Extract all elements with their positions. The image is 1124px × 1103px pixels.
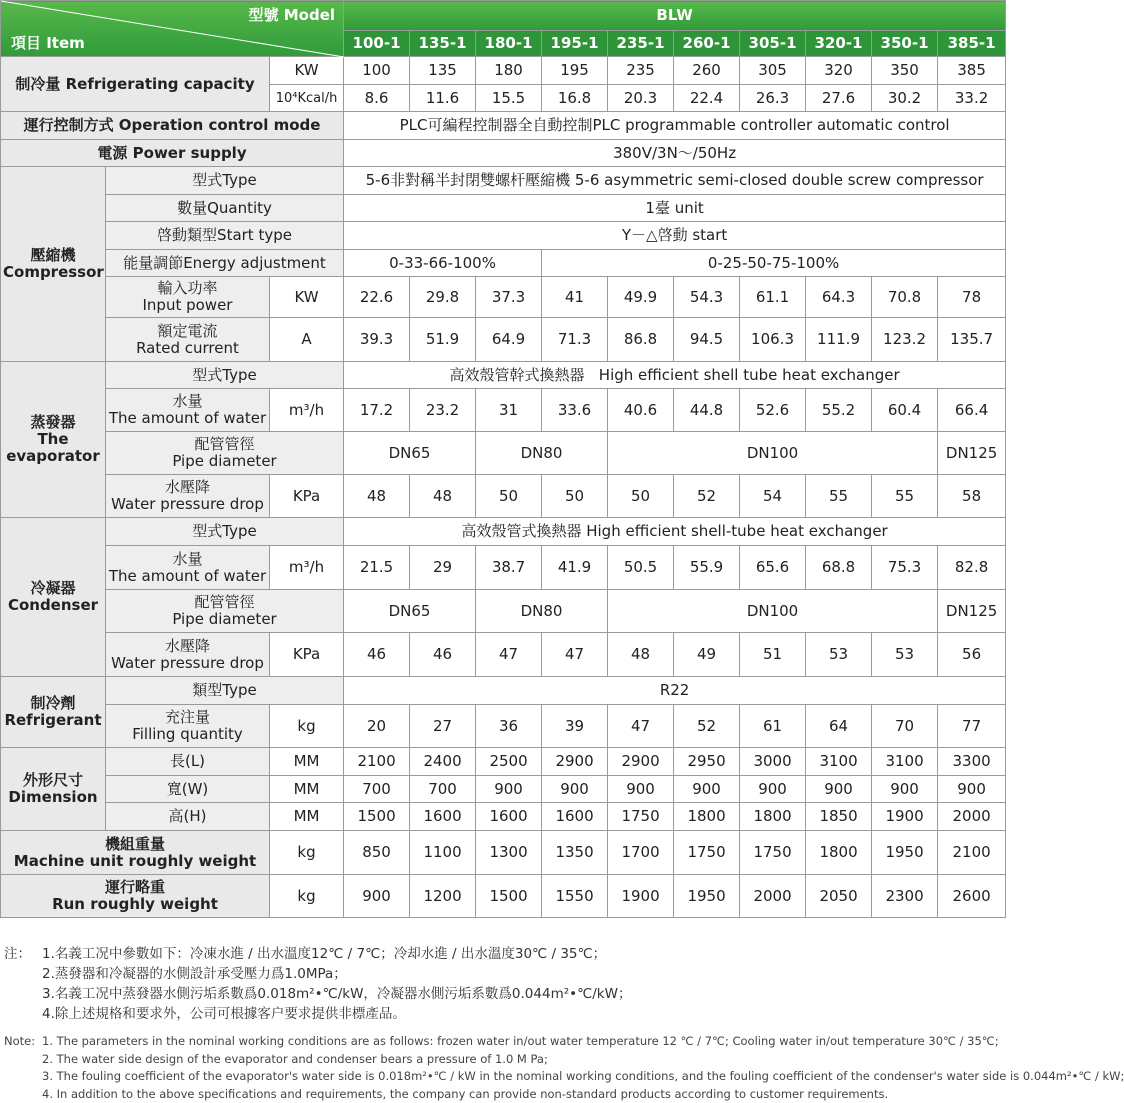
unit-cell: A [270,318,344,362]
value-cell: 2900 [608,748,674,776]
value-cell: 1600 [476,803,542,831]
fill-label-cn: 充注量 [164,708,210,726]
value-cell: 53 [872,633,938,677]
value-cell: 2000 [740,875,806,918]
value-cell: 260 [674,57,740,85]
evap-water-label-cn: 水量 [172,392,203,410]
value-cell: 320 [806,57,872,85]
condenser-water-row [1,546,1006,590]
value-cell: 900 [608,776,674,803]
unit-cell: 10⁴Kcal/h [270,85,344,112]
condenser-drop-row [1,633,1006,677]
value-cell: 44.8 [674,389,740,432]
value-cell: 16.8 [542,85,608,112]
value-cell: 38.7 [476,546,542,590]
evaporator-drop-row [1,475,1006,518]
compressor-label-cn: 壓縮機 [30,246,76,264]
value-cell: 68.8 [806,546,872,590]
note-line: 3.名義工况中蒸發器水側污垢系數爲0.018m²•℃/kW，冷凝器水側污垢系數爲0.044m²•℃/kW； [42,986,632,1002]
value-cell: 900 [740,776,806,803]
value-cell: 26.3 [740,85,806,112]
value-cell: 2300 [872,875,938,918]
value-cell: 1750 [674,831,740,875]
value-cell: 1550 [542,875,608,918]
machine-weight-label-cn: 機組重量 [104,834,165,853]
power-value: 380V/3N～/50Hz [344,140,1006,167]
notes-cn-lines [42,944,631,1024]
width-label: 寬(W) [106,776,270,803]
value-cell: 55 [872,475,938,518]
condenser-label-cn: 冷凝器 [30,579,76,597]
compressor-start-row [1,222,1006,250]
value-cell: 50 [476,475,542,518]
value-cell: 1200 [410,875,476,918]
operation-value: PLC可編程控制器全自動控制PLC programmable controller automatic control [344,112,1006,140]
compressor-qty-value: 1臺 unit [344,195,1006,222]
value-cell: 2950 [674,748,740,776]
value-cell: 52 [674,475,740,518]
pipe-cell: DN80 [476,432,608,475]
length-label: 長(L) [106,748,270,776]
run-weight-label-en: Run roughly weight [52,895,218,913]
value-cell: 66.4 [938,389,1006,432]
item-label: 項目 Item [11,34,85,52]
value-cell: 30.2 [872,85,938,112]
value-cell: 61.1 [740,277,806,318]
evap-drop-label-en: Water pressure drop [111,495,264,513]
condenser-pipe-row [1,590,1006,633]
model-cell: 235-1 [608,31,674,57]
value-cell: 22.6 [344,277,410,318]
value-cell: 1900 [872,803,938,831]
capacity-kw-row [1,57,1006,85]
value-cell: 235 [608,57,674,85]
value-cell: 33.2 [938,85,1006,112]
note-line: 4.除上述規格和要求外，公司可根據客户要求提供非標產品。 [42,1006,406,1022]
pipe-cell: DN100 [608,432,938,475]
notes-cn-label: 注： [4,946,31,962]
value-cell: 53 [806,633,872,677]
value-cell: 48 [608,633,674,677]
unit-cell: MM [270,803,344,831]
refrigerant-type-value: R22 [344,677,1006,705]
evaporator-pipe-row [1,432,1006,475]
run-weight-row [1,875,1006,918]
refrigerant-label-cn: 制冷劑 [30,694,76,712]
compressor-label-en: Compressor [3,263,104,281]
value-cell: 33.6 [542,389,608,432]
cond-water-label-cn: 水量 [172,549,203,568]
condenser-type-row [1,518,1006,546]
value-cell: 17.2 [344,389,410,432]
value-cell: 106.3 [740,318,806,362]
value-cell: 54 [740,475,806,518]
fill-label [106,705,270,748]
value-cell: 41.9 [542,546,608,590]
value-cell: 60.4 [872,389,938,432]
value-cell: 52.6 [740,389,806,432]
unit-cell: KW [270,277,344,318]
value-cell: 3100 [806,748,872,776]
condenser-type-value: 高效殼管式換熱器 High efficient shell-tube heat exchanger [344,518,1006,546]
fill-label-en: Filling quantity [132,725,243,743]
compressor-type-label: 型式Type [106,167,344,195]
value-cell: 47 [542,633,608,677]
unit-cell: kg [270,875,344,918]
unit-cell: m³/h [270,546,344,590]
value-cell: 65.6 [740,546,806,590]
value-cell: 1500 [476,875,542,918]
value-cell: 50 [542,475,608,518]
operation-row [1,112,1006,140]
value-cell: 2600 [938,875,1006,918]
notes-en-lines [42,1033,1124,1103]
value-cell: 2100 [344,748,410,776]
note-line: 2.蒸發器和冷凝器的水側設計承受壓力爲1.0MPa； [42,966,347,982]
value-cell: 55.9 [674,546,740,590]
condenser-type-label: 型式Type [106,518,344,546]
value-cell: 1750 [608,803,674,831]
value-cell: 27 [410,705,476,748]
value-cell: 71.3 [542,318,608,362]
energy-adjust-b: 0-25-50-75-100% [542,250,1006,277]
compressor-input-row [1,277,1006,318]
value-cell: 2500 [476,748,542,776]
evaporator-type-value: 高效殼管幹式換熱器 High efficient shell tube heat exchanger [344,362,1006,389]
value-cell: 111.9 [806,318,872,362]
evaporator-water-row [1,389,1006,432]
value-cell: 1300 [476,831,542,875]
evap-pipe-label [106,432,344,475]
value-cell: 123.2 [872,318,938,362]
cond-pipe-label [106,590,344,633]
model-cell: 100-1 [344,31,410,57]
cond-pipe-label-en: Pipe diameter [172,610,277,628]
value-cell: 385 [938,57,1006,85]
value-cell: 31 [476,389,542,432]
evaporator-type-label: 型式Type [106,362,344,389]
model-cell: 135-1 [410,31,476,57]
condenser-category [1,518,106,677]
evaporator-label-en2: evaporator [6,447,100,465]
value-cell: 1950 [872,831,938,875]
power-row [1,140,1006,167]
value-cell: 8.6 [344,85,410,112]
value-cell: 15.5 [476,85,542,112]
value-cell: 46 [410,633,476,677]
machine-weight-row [1,831,1006,875]
value-cell: 21.5 [344,546,410,590]
compressor-start-label: 啓動類型Start type [106,222,344,250]
evaporator-type-row [1,362,1006,389]
unit-cell: m³/h [270,389,344,432]
height-label: 高(H) [106,803,270,831]
machine-weight-label [1,831,270,875]
value-cell: 1800 [806,831,872,875]
value-cell: 58 [938,475,1006,518]
value-cell: 50 [608,475,674,518]
value-cell: 2100 [938,831,1006,875]
compressor-qty-row [1,195,1006,222]
value-cell: 1700 [608,831,674,875]
unit-cell: kg [270,831,344,875]
value-cell: 1900 [608,875,674,918]
value-cell: 47 [476,633,542,677]
value-cell: 350 [872,57,938,85]
pipe-cell: DN125 [938,590,1006,633]
input-power-label-cn: 輸入功率 [157,279,218,297]
run-weight-label [1,875,270,918]
model-cell: 305-1 [740,31,806,57]
value-cell: 900 [674,776,740,803]
evaporator-category [1,362,106,518]
capacity-label: 制冷量 Refrigerating capacity [1,57,270,112]
value-cell: 51.9 [410,318,476,362]
value-cell: 86.8 [608,318,674,362]
value-cell: 77 [938,705,1006,748]
value-cell: 135.7 [938,318,1006,362]
value-cell: 39 [542,705,608,748]
dimension-label-en: Dimension [8,788,98,806]
compressor-qty-label: 數量Quantity [106,195,344,222]
operation-label: 運行控制方式 Operation control mode [1,112,344,140]
evap-water-label-en: The amount of water [108,409,267,427]
rated-current-label-en: Rated current [136,338,239,357]
value-cell: 64.3 [806,277,872,318]
value-cell: 3000 [740,748,806,776]
value-cell: 2000 [938,803,1006,831]
unit-cell: KW [270,57,344,85]
compressor-energy-row [1,250,1006,277]
value-cell: 49.9 [608,277,674,318]
value-cell: 700 [410,776,476,803]
value-cell: 29 [410,546,476,590]
model-cell: 195-1 [542,31,608,57]
pipe-cell: DN100 [608,590,938,633]
value-cell: 52 [674,705,740,748]
value-cell: 64.9 [476,318,542,362]
value-cell: 2900 [542,748,608,776]
value-cell: 55.2 [806,389,872,432]
compressor-type-row [1,167,1006,195]
model-cell: 320-1 [806,31,872,57]
value-cell: 900 [344,875,410,918]
value-cell: 1600 [410,803,476,831]
value-cell: 3300 [938,748,1006,776]
value-cell: 61 [740,705,806,748]
value-cell: 1100 [410,831,476,875]
cond-pipe-label-cn: 配管管徑 [194,593,255,611]
value-cell: 700 [344,776,410,803]
refrigerant-category [1,677,106,748]
dimension-length-row [1,748,1006,776]
compressor-start-value: Y－△啓動 start [344,222,1006,250]
compressor-type-value: 5-6非對稱半封閉雙螺杆壓縮機 5-6 asymmetric semi-closed double screw compressor [344,167,1006,195]
evaporator-label-en1: The [37,430,69,448]
evap-pipe-label-en: Pipe diameter [172,452,277,470]
value-cell: 305 [740,57,806,85]
value-cell: 2050 [806,875,872,918]
value-cell: 1950 [674,875,740,918]
value-cell: 82.8 [938,546,1006,590]
series-label: BLW [344,1,1006,31]
value-cell: 1800 [674,803,740,831]
cond-drop-label [106,633,270,677]
model-cell: 180-1 [476,31,542,57]
notes-en-label: Note: [4,1034,36,1048]
value-cell: 180 [476,57,542,85]
value-cell: 56 [938,633,1006,677]
model-label: 型號 Model [248,6,336,24]
evap-drop-label-cn: 水壓降 [164,478,210,496]
power-label: 電源 Power supply [1,140,344,167]
value-cell: 900 [806,776,872,803]
value-cell: 1600 [542,803,608,831]
dimension-label-cn: 外形尺寸 [22,771,83,789]
note-line: 4. In addition to the above specifications and requirements, the company can provide non-standard products according to customer requirements. [42,1086,889,1101]
refrigerant-label-en: Refrigerant [4,711,102,729]
pipe-cell: DN65 [344,590,476,633]
value-cell: 70.8 [872,277,938,318]
dimension-width-row [1,776,1006,803]
value-cell: 27.6 [806,85,872,112]
value-cell: 1800 [740,803,806,831]
value-cell: 64 [806,705,872,748]
pipe-cell: DN65 [344,432,476,475]
dimension-height-row [1,803,1006,831]
value-cell: 51 [740,633,806,677]
compressor-current-row [1,318,1006,362]
model-item-header [1,1,344,57]
value-cell: 46 [344,633,410,677]
value-cell: 29.8 [410,277,476,318]
evaporator-label-cn: 蒸發器 [30,413,76,431]
value-cell: 94.5 [674,318,740,362]
value-cell: 195 [542,57,608,85]
model-cell: 260-1 [674,31,740,57]
value-cell: 78 [938,277,1006,318]
dimension-category [1,748,106,831]
value-cell: 48 [410,475,476,518]
machine-weight-label-en: Machine unit roughly weight [13,851,257,870]
unit-cell: MM [270,748,344,776]
value-cell: 22.4 [674,85,740,112]
evap-drop-label [106,475,270,518]
input-power-label-en: Input power [142,296,233,314]
value-cell: 75.3 [872,546,938,590]
value-cell: 50.5 [608,546,674,590]
value-cell: 20.3 [608,85,674,112]
note-line: 1.名義工况中參數如下：冷凍水進 / 出水溫度12℃ / 7℃；冷却水進 / 出水溫度30℃ / 35℃； [42,946,607,962]
run-weight-label-cn: 運行略重 [104,878,165,896]
value-cell: 37.3 [476,277,542,318]
value-cell: 2400 [410,748,476,776]
value-cell: 55 [806,475,872,518]
refrigerant-type-label: 類型Type [106,677,344,705]
value-cell: 900 [872,776,938,803]
value-cell: 900 [938,776,1006,803]
value-cell: 1750 [740,831,806,875]
value-cell: 135 [410,57,476,85]
value-cell: 49 [674,633,740,677]
value-cell: 1350 [542,831,608,875]
cond-drop-label-cn: 水壓降 [164,636,210,655]
model-cell: 385-1 [938,31,1006,57]
refrigerant-fill-row [1,705,1006,748]
value-cell: 54.3 [674,277,740,318]
value-cell: 23.2 [410,389,476,432]
input-power-label [106,277,270,318]
value-cell: 900 [476,776,542,803]
value-cell: 39.3 [344,318,410,362]
value-cell: 1850 [806,803,872,831]
value-cell: 11.6 [410,85,476,112]
value-cell: 36 [476,705,542,748]
pipe-cell: DN80 [476,590,608,633]
note-line: 2. The water side design of the evaporator and condenser bears a pressure of 1.0 M Pa; [42,1051,548,1066]
value-cell: 70 [872,705,938,748]
evap-water-label [106,389,270,432]
energy-adjust-a: 0-33-66-100% [344,250,542,277]
evap-pipe-label-cn: 配管管徑 [194,435,255,453]
compressor-category [1,167,106,362]
cond-water-label-en: The amount of water [108,566,267,585]
refrigerant-type-row [1,677,1006,705]
note-line: 1. The parameters in the nominal working conditions are as follows: frozen water in/out water temperature 12 ℃ / 7℃; Cooling water in/out temperature 30℃ / 35℃; [42,1034,999,1048]
value-cell: 900 [542,776,608,803]
value-cell: 850 [344,831,410,875]
value-cell: 100 [344,57,410,85]
value-cell: 48 [344,475,410,518]
unit-cell: KPa [270,475,344,518]
rated-current-label [106,318,270,362]
value-cell: 47 [608,705,674,748]
value-cell: 41 [542,277,608,318]
cond-water-label [106,546,270,590]
value-cell: 1500 [344,803,410,831]
unit-cell: kg [270,705,344,748]
condenser-label-en: Condenser [7,596,99,614]
note-line: 3. The fouling coefficient of the evaporator's water side is 0.018m²•℃ / kW in the nominal working conditions, and the fouling coefficient of the condenser's water side is 0.044m²•℃ / kW; [42,1069,1124,1083]
pipe-cell: DN125 [938,432,1006,475]
value-cell: 3100 [872,748,938,776]
unit-cell: KPa [270,633,344,677]
value-cell: 20 [344,705,410,748]
rated-current-label-cn: 額定電流 [157,321,218,340]
unit-cell: MM [270,776,344,803]
value-cell: 40.6 [608,389,674,432]
cond-drop-label-en: Water pressure drop [111,653,264,672]
compressor-energy-label: 能量調節Energy adjustment [106,250,344,277]
model-cell: 350-1 [872,31,938,57]
